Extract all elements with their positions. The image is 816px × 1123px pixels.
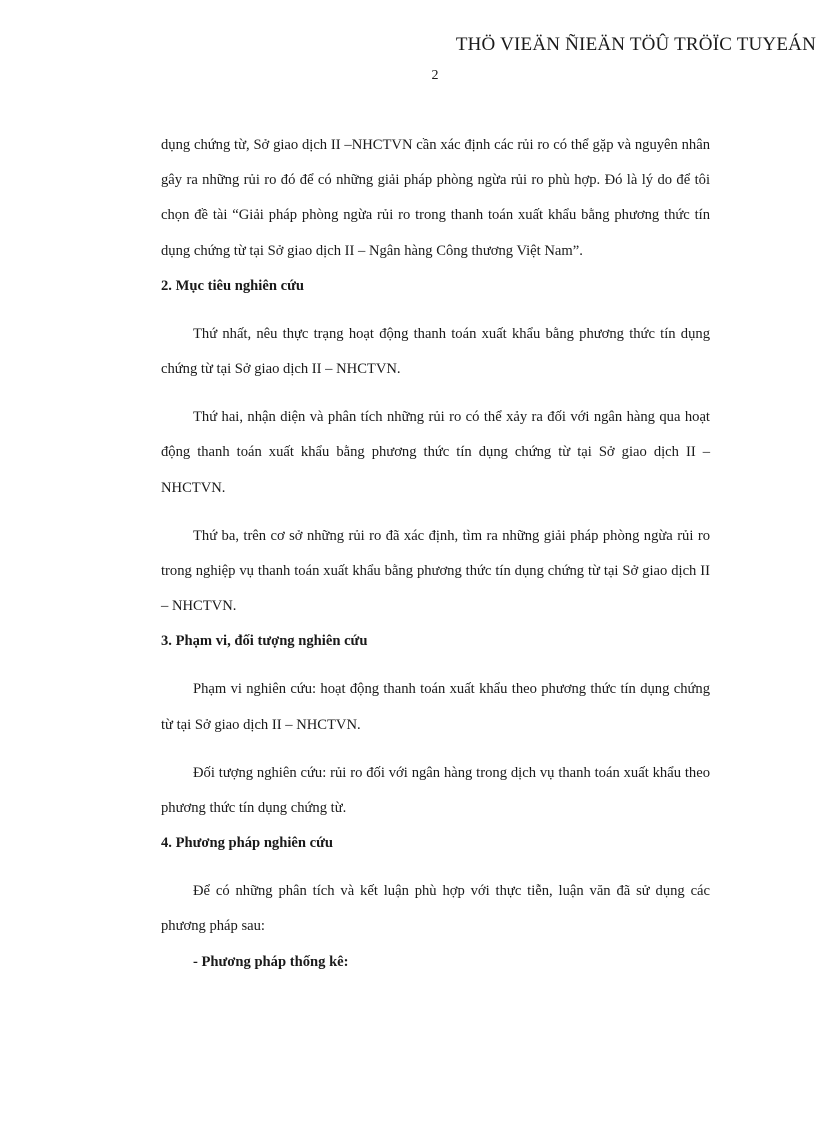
paragraph-objective-1: Thứ nhất, nêu thực trạng hoạt động thanh toán xuất khẩu bằng phương thức tín dụng chứng từ tại Sở giao dịch II – NHCTVN. xyxy=(161,325,710,378)
paragraph-scope: Phạm vi nghiên cứu: hoạt động thanh toán xuất khẩu theo phương thức tín dụng chứng từ tại Sở giao dịch II – NHCTVN. xyxy=(161,681,710,733)
paragraph-continued: dụng chứng từ, Sở giao dịch II –NHCTVN cần xác định các rủi ro có thể gặp và nguyên nhân gây ra những rủi ro đó để có những giải pháp phòng ngừa rủi ro phù hợp. Đó là lý do để tôi chọn đề tài “Giải pháp phòng ngừa rủi ro trong thanh toán xuất khẩu bằng phương thức tín dụng chứng từ tại Sở giao dịch II – Ngân hàng Công thương Việt Nam”. xyxy=(161,137,710,259)
section-heading-scope: 3. Phạm vi, đối tượng nghiên cứu xyxy=(161,633,368,650)
section-heading-methods: 4. Phương pháp nghiên cứu xyxy=(161,835,333,852)
page-number: 2 xyxy=(431,68,439,83)
paragraph-methods-intro: Để có những phân tích và kết luận phù hợp với thực tiễn, luận văn đã sử dụng các phương pháp sau: xyxy=(161,883,710,935)
sub-heading-statistics: - Phương pháp thống kê: xyxy=(193,953,349,970)
paragraph-objective-3: Thứ ba, trên cơ sở những rủi ro đã xác định, tìm ra những giải pháp phòng ngừa rủi ro trong nghiệp vụ thanh toán xuất khẩu bằng phương thức tín dụng chứng từ tại Sở giao dịch II – NHCTVN. xyxy=(161,527,710,615)
section-heading-objectives: 2. Mục tiêu nghiên cứu xyxy=(161,277,304,294)
paragraph-subject: Đối tượng nghiên cứu: rủi ro đối với ngân hàng trong dịch vụ thanh toán xuất khẩu theo phương thức tín dụng chứng từ. xyxy=(161,764,710,817)
document-body xyxy=(161,128,710,980)
library-watermark: THÖ VIEÄN ÑIEÄN TÖÛ TRÖÏC TUYEÁN xyxy=(455,34,816,55)
paragraph-objective-2: Thứ hai, nhận diện và phân tích những rủi ro có thể xảy ra đối với ngân hàng qua hoạt động thanh toán xuất khẩu bằng phương thức tín dụng chứng từ tại Sở giao dịch II – NHCTVN. xyxy=(161,409,710,496)
